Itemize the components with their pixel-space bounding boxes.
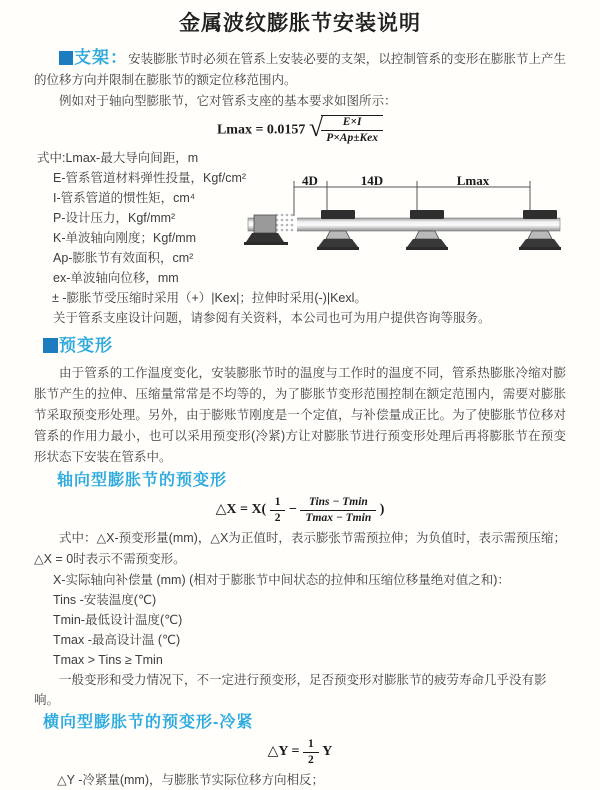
pipe-support-diagram	[242, 174, 567, 256]
axial-line: Tmax -最高设计温 (℃)	[53, 633, 181, 648]
lateral-note-line: △Y -冷紧量(mm)，与膨胀节实际位移方向相反；	[57, 773, 325, 788]
fraction-numerator: E×I	[342, 116, 362, 128]
axial-line: Tmax > Tins ≥ Tmin	[53, 653, 163, 668]
section-square-icon	[43, 338, 58, 353]
support-paragraph	[34, 47, 566, 91]
axial-line: Tmin-最低设计温度(℃)	[53, 613, 183, 628]
page-title: 金属波纹膨胀节安装说明	[179, 12, 421, 35]
axial-line: 一般变形和受力情况下，不一定进行预变形，足否预变形对膨胀节的疲劳寿命几乎没有影响。	[34, 673, 547, 708]
lmax-formula-lhs: Lmax = 0.0157	[216, 122, 306, 138]
fraction-numerator: 1	[274, 495, 281, 508]
variable-line: I-管系管道的惯性矩，cm⁴	[53, 191, 196, 206]
bellows-icon	[273, 212, 297, 234]
lmax-formula-fraction	[321, 115, 383, 145]
dim-label-4d: 4D	[302, 174, 318, 189]
fraction-denominator: 2	[303, 752, 319, 767]
dim-label-lmax: Lmax	[456, 174, 490, 189]
fraction-denominator: Tmax − Tmin	[300, 510, 376, 525]
variable-line: ± -膨胀节受压缩时采用（+）|Kex|；拉伸时采用(-)|Kexl。	[52, 291, 367, 306]
variable-line: Ap-膨胀节有效面积，cm²	[53, 251, 194, 266]
temperature-fraction	[300, 496, 376, 525]
axial-subheading: 轴向型膨胀节的预变形	[57, 472, 228, 490]
predeform-body: 由于管系的工作温度变化，安装膨胀节时的温度与工作时的温度不同，管系热膨胀冷缩对膨胀节产生的拉伸、压缩量常常是不均等的，为了膨胀节变形范围控制在额定范围内，需要对膨胀节采取预变形处理。另外，由于膨账节刚度是一个定值，与补偿量成正比。为了使膨胀节位移对管系的作用力最小，也可以采用预变形(冷紧)方让对膨胀节进行预变形处理后再将膨胀节在预变形状态下安装在管系中。	[34, 366, 566, 465]
sqrt-symbol: √	[308, 113, 324, 143]
variable-line: ex-单波轴向位移，mm	[53, 271, 179, 286]
fraction-numerator: 1	[307, 737, 314, 750]
half-fraction	[303, 738, 319, 767]
fraction-denominator: P×Ap±Kex	[321, 130, 383, 145]
variable-line: E-管系管道材料弹性投量，Kgf/cm²	[53, 171, 247, 186]
variable-line: K-单波轴向刚度；Kgf/mm	[53, 231, 197, 246]
fraction-denominator: 2	[270, 510, 286, 525]
variable-line: 式中:Lmax-最大导向间距，m	[37, 151, 199, 166]
variable-line: P-设计压力，Kgf/mm²	[53, 211, 176, 226]
lmax-formula	[34, 115, 566, 145]
axial-line: Tins -安装温度(℃)	[53, 593, 157, 608]
delta-y-formula	[34, 737, 566, 767]
dim-label-14d: 14D	[360, 174, 384, 189]
support-intro-text: 安装膨胀节时必须在管系上安装必要的支架，以控制管系的变形在膨胀节上产生的位移方向并限制在膨胀节的额定位移范围内。	[34, 52, 566, 87]
fraction-numerator: Tins − Tmin	[308, 495, 368, 508]
minus-sign: −	[288, 502, 297, 518]
delta-y-lhs: △Y =	[267, 744, 300, 760]
predeform-heading: 预变形	[59, 336, 113, 356]
support-example-line: 例如对于轴向型膨胀节，它对管系支座的基本要求如图所示：	[59, 94, 397, 108]
support-section-heading: 支架：	[74, 48, 129, 67]
delta-y-rhs: Y	[322, 744, 333, 760]
lateral-subheading: 横向型膨胀节的预变形-冷紧	[43, 714, 254, 732]
axial-explain: 式中：△X-预变形量(mm)，△X为正值时，表示膨张节需预拉伸；为负值时，表示需预压缩；△X = 0时表示不需预变形。	[34, 531, 566, 567]
delta-x-formula	[34, 495, 566, 525]
support-note-line: 关于管系支座设计问题，请参阅有关资料，本公司也可为用户提供咨询等服务。	[53, 311, 491, 326]
close-paren: )	[379, 502, 385, 518]
delta-x-lhs: △X = X(	[215, 502, 267, 518]
section-square-icon	[59, 51, 73, 65]
axial-line: X-实际轴向补偿量 (mm) (相对于膨胀节中间状态的拉伸和压缩位移量绝对值之和)：	[53, 573, 510, 588]
predeform-section-head	[43, 334, 566, 359]
variables-block	[34, 148, 566, 308]
half-fraction	[270, 496, 286, 525]
